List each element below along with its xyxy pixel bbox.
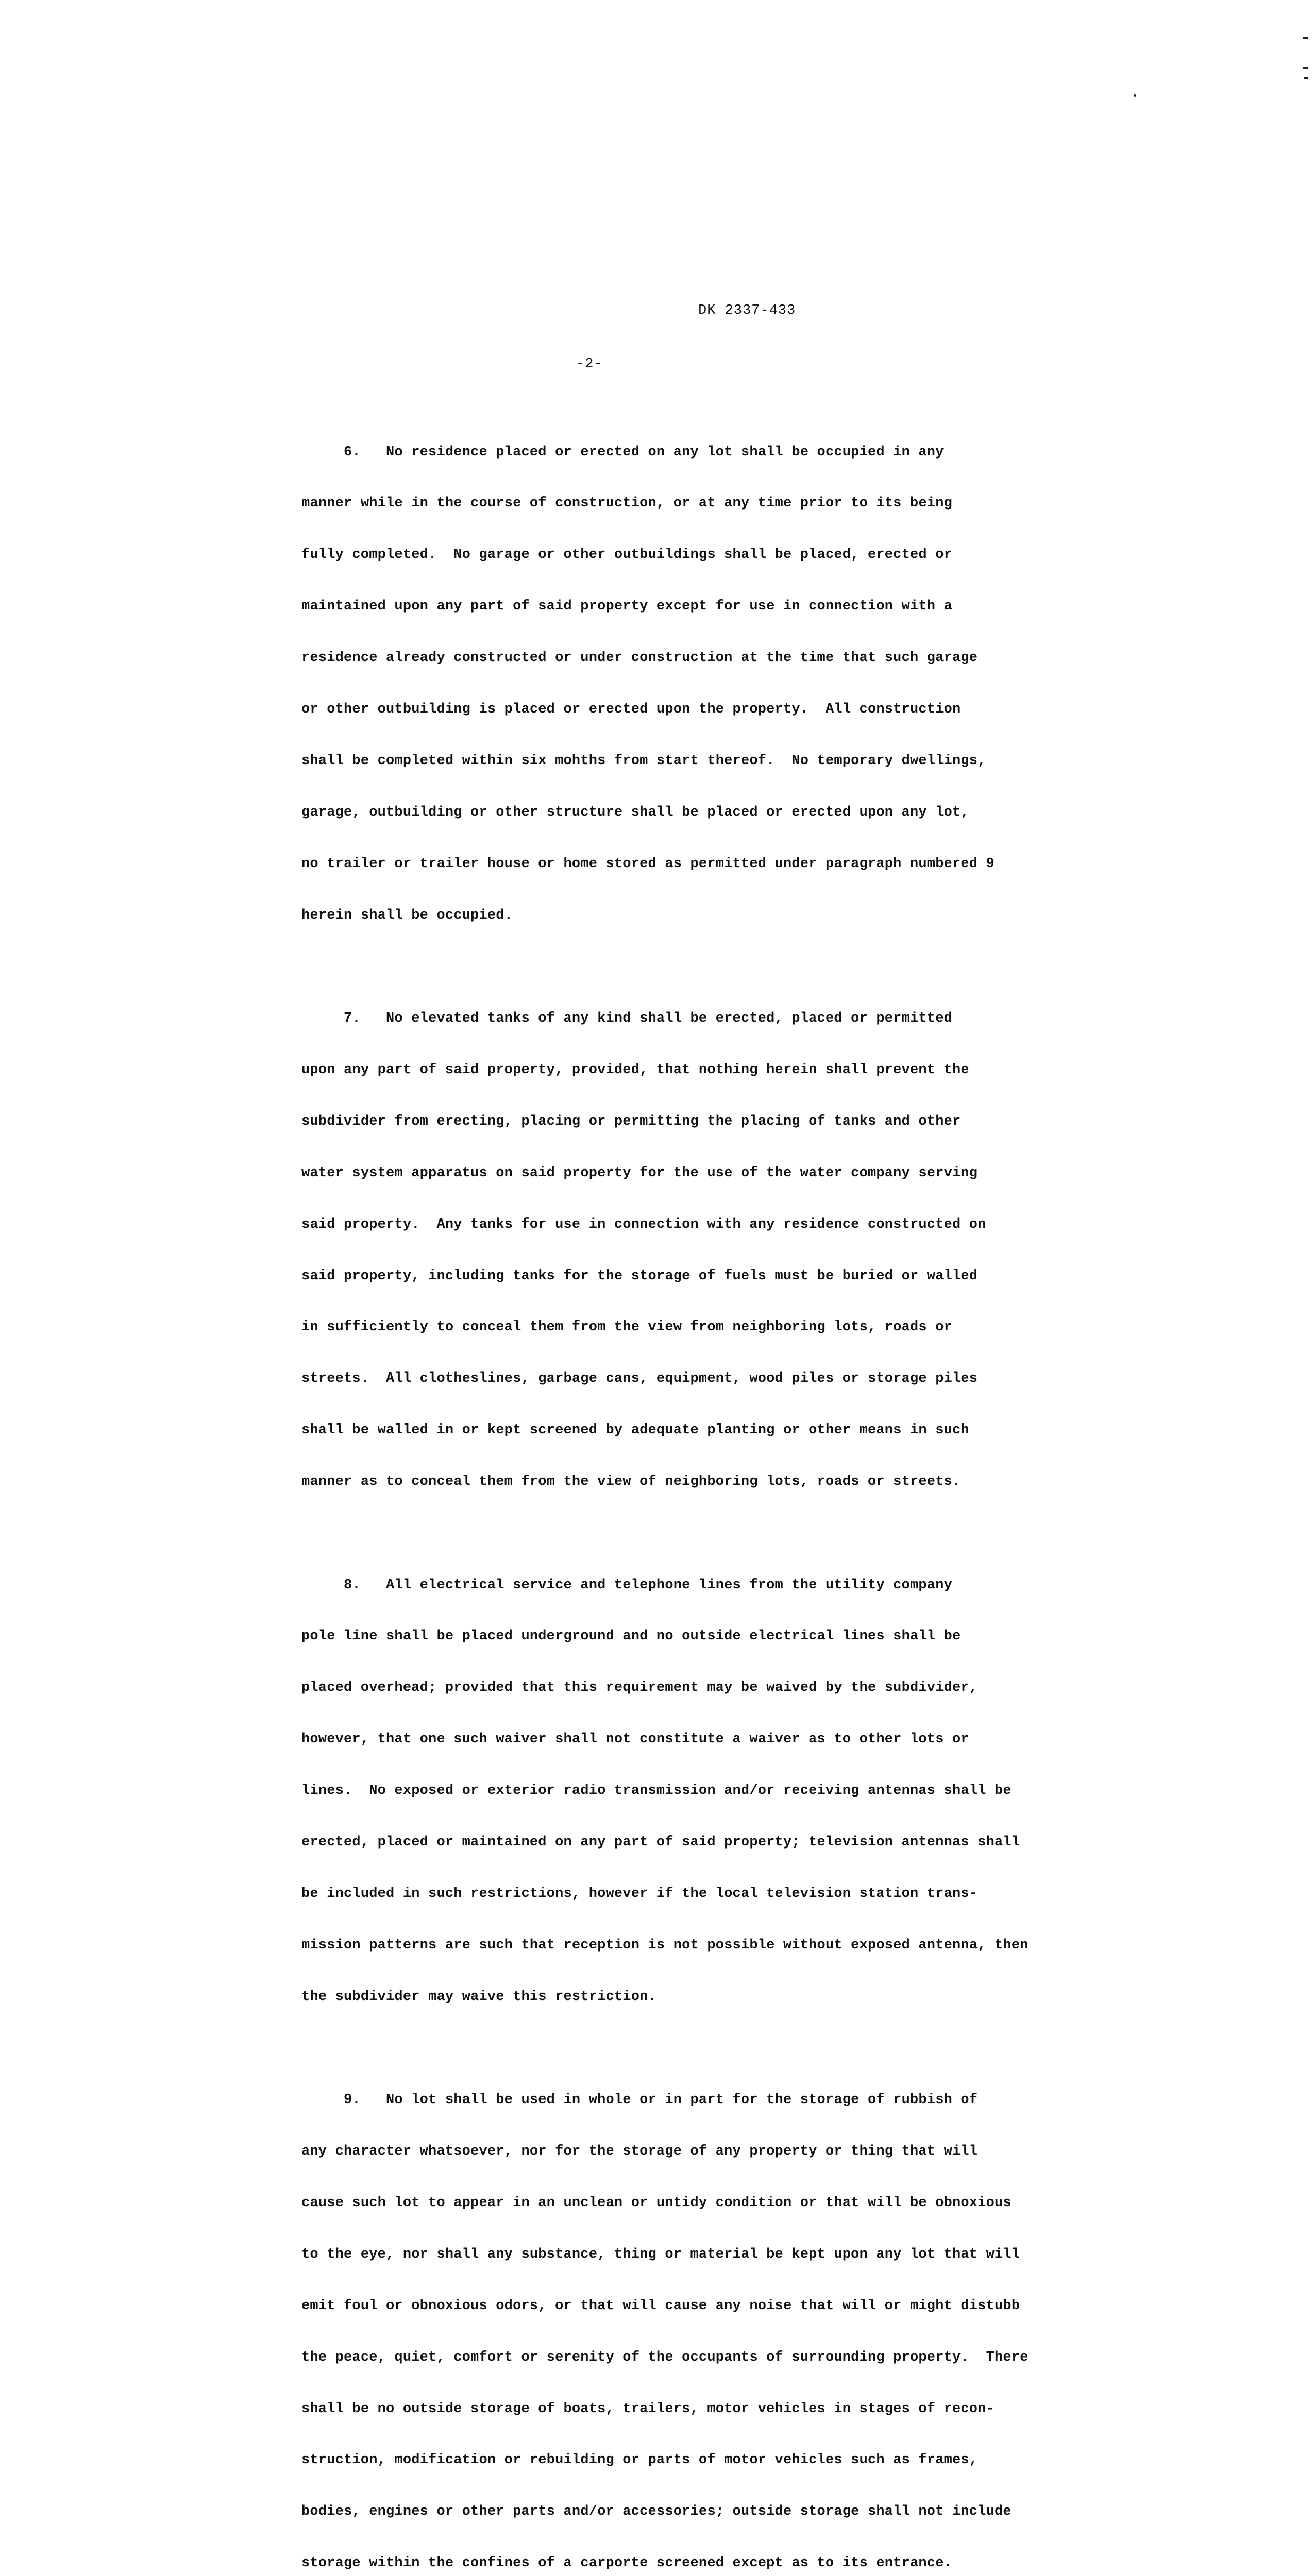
text-line: any character whatsoever, nor for the storage of any property or thing that will	[301, 2144, 978, 2160]
text-line: 8. All electrical service and telephone lines from the utility company	[301, 1577, 953, 1593]
text-line: 6. No residence placed or erected on any lot shall be occupied in any	[301, 444, 944, 460]
text-line: herein shall be occupied.	[301, 907, 513, 923]
page-number: -2-	[576, 357, 603, 372]
text-line: subdivider from erecting, placing or permitting the placing of tanks and other	[301, 1113, 961, 1129]
text-line: pole line shall be placed underground and no outside electrical lines shall be	[301, 1629, 961, 1645]
text-line: said property. Any tanks for use in connection with any residence constructed on	[301, 1216, 986, 1232]
text-line: placed overhead; provided that this requirement may be waived by the subdivider,	[301, 1680, 978, 1696]
text-line: or other outbuilding is placed or erected upon the property. All construction	[301, 702, 961, 718]
text-line: storage within the confines of a carporte screened except as to its entrance.	[301, 2555, 953, 2571]
text-line: bodies, engines or other parts and/or accessories; outside storage shall not include	[301, 2504, 1012, 2520]
document-reference: DK 2337-433	[698, 303, 796, 318]
text-line: the subdivider may waive this restriction.	[301, 1989, 656, 2005]
text-line: however, that one such waiver shall not constitute a waiver as to other lots or	[301, 1732, 969, 1748]
text-line: said property, including tanks for the storage of fuels must be buried or walled	[301, 1268, 978, 1284]
text-line: fully completed. No garage or other outbuildings shall be placed, erected or	[301, 547, 953, 563]
text-line: the peace, quiet, comfort or serenity of the occupants of surrounding property. There	[301, 2349, 1029, 2365]
text-line: residence already constructed or under construction at the time that such garage	[301, 650, 978, 666]
text-line: mission patterns are such that reception is not possible without exposed antenna, then	[301, 1937, 1029, 1953]
text-line: maintained upon any part of said property except for use in connection with a	[301, 599, 953, 615]
text-line: to the eye, nor shall any substance, thing or material be kept upon any lot that will	[301, 2246, 1020, 2262]
text-line: lines. No exposed or exterior radio transmission and/or receiving antennas shall be	[301, 1783, 1012, 1799]
text-line: erected, placed or maintained on any part of said property; television antennas shall	[301, 1835, 1020, 1851]
text-line: manner as to conceal them from the view of neighboring lots, roads or streets.	[301, 1474, 961, 1490]
text-line: water system apparatus on said property for the use of the water company serving	[301, 1165, 978, 1181]
text-line: 7. No elevated tanks of any kind shall be erected, placed or permitted	[301, 1011, 953, 1027]
text-line: be included in such restrictions, however if the local television station trans-	[301, 1886, 978, 1902]
text-line: no trailer or trailer house or home stored as permitted under paragraph numbered 9	[301, 856, 995, 872]
text-line: streets. All clotheslines, garbage cans, equipment, wood piles or storage piles	[301, 1371, 978, 1387]
text-line: garage, outbuilding or other structure shall be placed or erected upon any lot,	[301, 804, 969, 820]
text-line: in sufficiently to conceal them from the view from neighboring lots, roads or	[301, 1319, 953, 1335]
text-line: manner while in the course of construction, or at any time prior to its being	[301, 496, 953, 512]
text-line: emit foul or obnoxious odors, or that will cause any noise that will or might distubb	[301, 2298, 1020, 2314]
scan-mark	[1304, 77, 1308, 79]
paragraph-7	[301, 976, 1059, 1526]
text-line: upon any part of said property, provided, that nothing herein shall prevent the	[301, 1062, 969, 1078]
paragraph-6	[301, 410, 1059, 959]
scan-mark	[1134, 94, 1136, 97]
scan-mark	[1303, 67, 1308, 69]
text-line: 9. No lot shall be used in whole or in part for the storage of rubbish of	[301, 2092, 978, 2108]
text-line: shall be completed within six mohths from start thereof. No temporary dwellings,	[301, 753, 986, 769]
document-body	[301, 410, 1059, 2576]
text-line: shall be no outside storage of boats, trailers, motor vehicles in stages of recon-	[301, 2401, 995, 2417]
scan-mark	[1303, 37, 1308, 39]
text-line: struction, modification or rebuilding or parts of motor vehicles such as frames,	[301, 2452, 978, 2468]
text-line: shall be walled in or kept screened by adequate planting or other means in such	[301, 1422, 969, 1438]
paragraph-8	[301, 1543, 1059, 2040]
text-line: cause such lot to appear in an unclean or untidy condition or that will be obnoxious	[301, 2195, 1012, 2211]
paragraph-9	[301, 2058, 1059, 2576]
